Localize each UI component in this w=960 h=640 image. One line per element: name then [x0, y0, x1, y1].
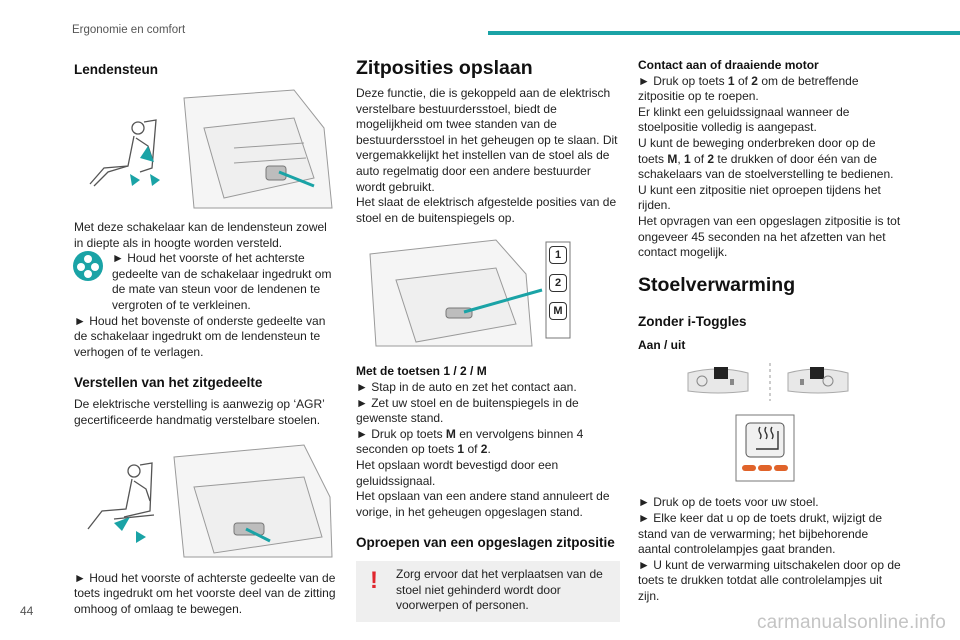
stoelverwarming-heading: Stoelverwarming: [638, 273, 796, 296]
lumbar-support-illustration: [74, 88, 336, 214]
memory-button-1[interactable]: 1: [549, 246, 567, 264]
lumbar-arrow-down-icon: [130, 174, 140, 186]
heating-lamp-3: [774, 465, 788, 471]
person-pictogram: [88, 463, 154, 529]
lendensteun-heading: Lendensteun: [74, 62, 159, 77]
car-right-seat-icon: [788, 367, 848, 393]
step-3: ► Druk op toets M en vervolgens binnen 4 seconden op toets 1 of 2.: [356, 426, 584, 457]
column-middle: [356, 50, 620, 622]
step-1: ► Stap in de auto en zet het contact aan.: [356, 379, 577, 394]
header-accent-bar: [488, 31, 960, 35]
lumbar-arrow-icon: [140, 146, 154, 162]
zitgedeelte-heading: Verstellen van het zitgedeelte: [74, 375, 263, 391]
warning-box: [356, 561, 620, 622]
lumbar-support-figure: [74, 88, 336, 214]
lendensteun-intro: Met deze schakelaar kan de lendensteun zowel in diepte als in hoogte worden versteld.: [74, 220, 327, 250]
tip-icon: [72, 250, 104, 282]
warning-text: Zorg ervoor dat het verplaatsen van de stoel niet gehinderd wordt door voorwerpen of personen.: [396, 567, 603, 613]
memory-button-m[interactable]: M: [549, 302, 567, 320]
heating-lamp-1: [742, 465, 756, 471]
druk-text: ► Druk op toets 1 of 2 om de betreffende zitpositie op te roepen.: [638, 73, 859, 104]
zitposities-intro-2: Het slaat de elektrisch afgestelde posities van de stoel en de buitenspiegels op.: [356, 195, 617, 225]
heating-step-3: ► U kunt de verwarming uitschakelen door op de toets te drukken totdat alle controlelampjes uit zijn.: [638, 557, 901, 603]
no-drive-text: U kunt een zitpositie niet oproepen tijdens het rijden.: [638, 182, 881, 213]
car-left-seat-icon: [688, 367, 748, 393]
signal-text: Er klinkt een geluidssignaal wanneer de stoelpositie volledig is aangepast.: [638, 104, 850, 135]
zonder-itoggles-heading: Zonder i-Toggles: [638, 313, 747, 329]
column-left: [74, 50, 336, 617]
zitgedeelte-step: ► Houd het voorste of achterste gedeelte van de toets ingedrukt om het voorste deel van de zitting omhoog of omlaag te bewegen.: [74, 570, 336, 616]
zitposities-heading: Zitposities opslaan: [356, 57, 533, 79]
seat-drawing: [370, 240, 532, 346]
memory-button-2[interactable]: 2: [549, 274, 567, 292]
interrupt-text: U kunt de beweging onderbreken door op de toets M, 1 of 2 te drukken of door één van de schakelaars van de stoelverstelling te bedienen.: [638, 135, 894, 182]
seat-drawing: [174, 445, 332, 557]
heating-lamp-2: [758, 465, 772, 471]
contact-heading: Contact aan of draaiende motor: [638, 58, 819, 72]
cancel-text: Het opslaan van een andere stand annuleert de vorige, in het geheugen opgeslagen stand.: [356, 489, 610, 519]
memory-buttons: [549, 246, 567, 320]
step-2: ► Zet uw stoel en de buitenspiegels in de gewenste stand.: [356, 395, 579, 426]
watermark: carmanualsonline.info: [756, 612, 946, 633]
tip-text-1: ► Houd het voorste of het achterste gedeelte van de schakelaar ingedrukt om de mate van steun voor de lendenen te vergroten of te verkleinen.: [112, 251, 332, 312]
warning-icon: !: [370, 567, 378, 595]
heating-step-2: ► Elke keer dat u op de toets drukt, wijzigt de stand van de verwarming; het bijbehorende aantal controlelampjes gaat branden.: [638, 510, 883, 557]
memory-figure: [356, 234, 620, 350]
memory-seat-illustration: [356, 234, 620, 350]
toetsen-heading: Met de toetsen 1 / 2 / M: [356, 364, 487, 379]
zitposities-intro: Deze functie, die is gekoppeld aan de elektrisch verstelbare bestuurdersstoel, biedt de mogelijkheid om twee standen van de bestuurdersstoel in het geheugen op te slaan. Dit vergemakkelijkt het instellen van de stoel als de auto regelmatig door een andere bestuurder wordt gebruikt.: [356, 86, 618, 194]
heating-illustration: [638, 361, 903, 487]
section-title: Ergonomie en comfort: [72, 24, 186, 36]
heating-figure: [638, 361, 903, 487]
tip-block: [74, 251, 336, 313]
seat-drawing: [184, 90, 332, 208]
oproepen-heading: Oproepen van een opgeslagen zitpositie: [356, 535, 615, 551]
aan-uit-heading: Aan / uit: [638, 337, 686, 352]
seat-tilt-figure: [74, 437, 336, 561]
page-number: 44: [20, 604, 34, 618]
confirm-text: Het opslaan wordt bevestigd door een geluidssignaal.: [356, 457, 559, 488]
zitgedeelte-text: De elektrische verstelling is aanwezig op ‘AGR’ gecertificeerde handmatig verstelbare stoelen.: [74, 397, 325, 427]
seat-tilt-illustration: [74, 437, 336, 561]
heating-step-1: ► Druk op de toets voor uw stoel.: [638, 495, 819, 510]
column-right: [638, 58, 903, 604]
timeout-text: Het opvragen van een opgeslagen zitpositie is tot ongeveer 45 seconden na het afzetten van het contact mogelijk.: [638, 213, 901, 260]
tip-text-2: ► Houd het bovenste of onderste gedeelte van de schakelaar ingedrukt om de lendensteun te verhogen of te verlagen.: [74, 313, 326, 359]
